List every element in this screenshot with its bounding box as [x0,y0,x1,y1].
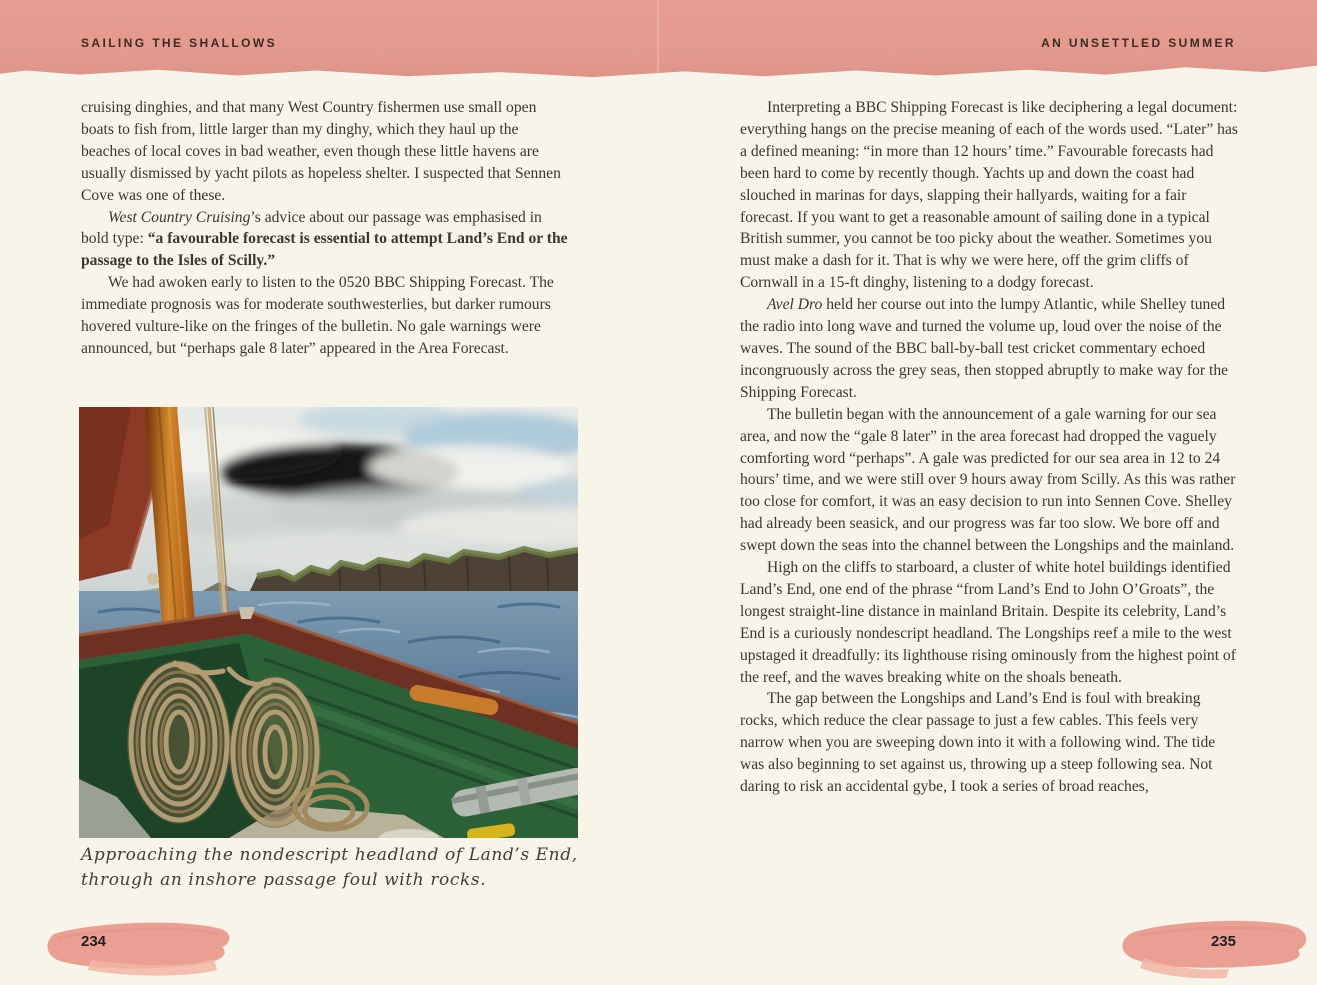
page-gutter-divider [657,0,659,82]
body-paragraph: High on the cliffs to starboard, a cluster of white hotel buildings identified Land’s End, one end of the phrase “from Land’s End to John O’Groats”, the longest straight-line distance in mainland Britain. Despite its celebrity, Land’s End is a curiously nondescript headland. The Longships reef a mile to the west upstaged it dreadfully: its lighthouse rising ominously from the highest point of the reef, and the waves breaking white on the shoals beneath. [740,559,1236,686]
page-number-right: 235 [1210,933,1236,950]
photo-illustration [79,407,578,838]
right-page-text-column [740,97,1239,798]
photo-caption [81,843,581,893]
body-paragraph: West Country Cruising’s advice about our passage was emphasised in bold type: “a favourable forecast is essential to attempt Land’s End or the passage to the Isles of Scilly.” [81,208,568,270]
body-paragraph: Avel Dro held her course out into the lumpy Atlantic, while Shelley tuned the radio into long wave and turned the volume up, loud over the noise of the waves. The sound of the BBC ball-by-ball test cricket commentary echoed incongruously across the grey seas, then stopped abruptly to make way for the Shipping Forecast. [740,296,1229,401]
page-number-brush-left [36,914,236,985]
running-head-left: SAILING THE SHALLOWS [81,36,277,50]
photo-dinghy-approaching-lands-end [79,407,578,838]
body-paragraph: The bulletin began with the announcement of a gale warning for our sea area, and now the “gale 8 later” in the area forecast had dropped the vaguely comforting word “perhaps”. A gale was predicted for our sea area in 12 to 24 hours’ time, and we were still over 9 hours away from Scilly. As this was rather too close for comfort, it was an easy decision to run into Sennen Cove. Shelley had already been seasick, and our progress was far too slow. We bore off and swept down the seas into the channel between the Longships and the mainland. [740,405,1236,555]
body-paragraph: We had awoken early to listen to the 0520 BBC Shipping Forecast. The immediate prognosis was for moderate southwesterlies, but darker rumours hovered vulture-like on the fringes of the bulletin. No gale warnings were announced, but “perhaps gale 8 later” appeared in the Area Forecast. [81,274,554,357]
page-number-left: 234 [81,933,107,950]
left-page-text-column [81,97,570,360]
body-paragraph: cruising dinghies, and that many West Country fishermen use small open boats to fish from, little larger than my dinghy, which they haul up the beaches of local coves in bad weather, even though these little havens are usually dismissed by yacht pilots as hopeless shelter. I suspected that Sennen Cove was one of these. [81,99,561,204]
body-paragraph: Interpreting a BBC Shipping Forecast is like deciphering a legal document: everything hangs on the precise meaning of each of the words used. “Later” has a defined meaning: “in more than 12 hours’ time.” Favourable forecasts had been hard to come by recently though. Yachts up and down the coast had slouched in marinas for days, slapping their hallyards, waiting for a fair forecast. If you want to get a reasonable amount of sailing done in a typical British summer, you cannot be too picky about the weather. Sometimes you must make a dash for it. That is why we were here, off the grim cliffs of Cornwall in a 15-ft dinghy, listening to a dodgy forecast. [740,99,1238,292]
running-head-right: AN UNSETTLED SUMMER [1041,36,1236,50]
caption-line: Approaching the nondescript headland of Land’s End, [81,845,578,865]
body-paragraph: The gap between the Longships and Land’s End is foul with breaking rocks, which reduce the clear passage to just a few cables. This feels very narrow when you are sweeping down into it with a following wind. The tide was also beginning to set against us, throwing up a steep following sea. Not daring to risk an accidental gybe, I took a series of broad reaches, [740,690,1216,796]
caption-line: through an inshore passage foul with rocks. [81,870,487,890]
